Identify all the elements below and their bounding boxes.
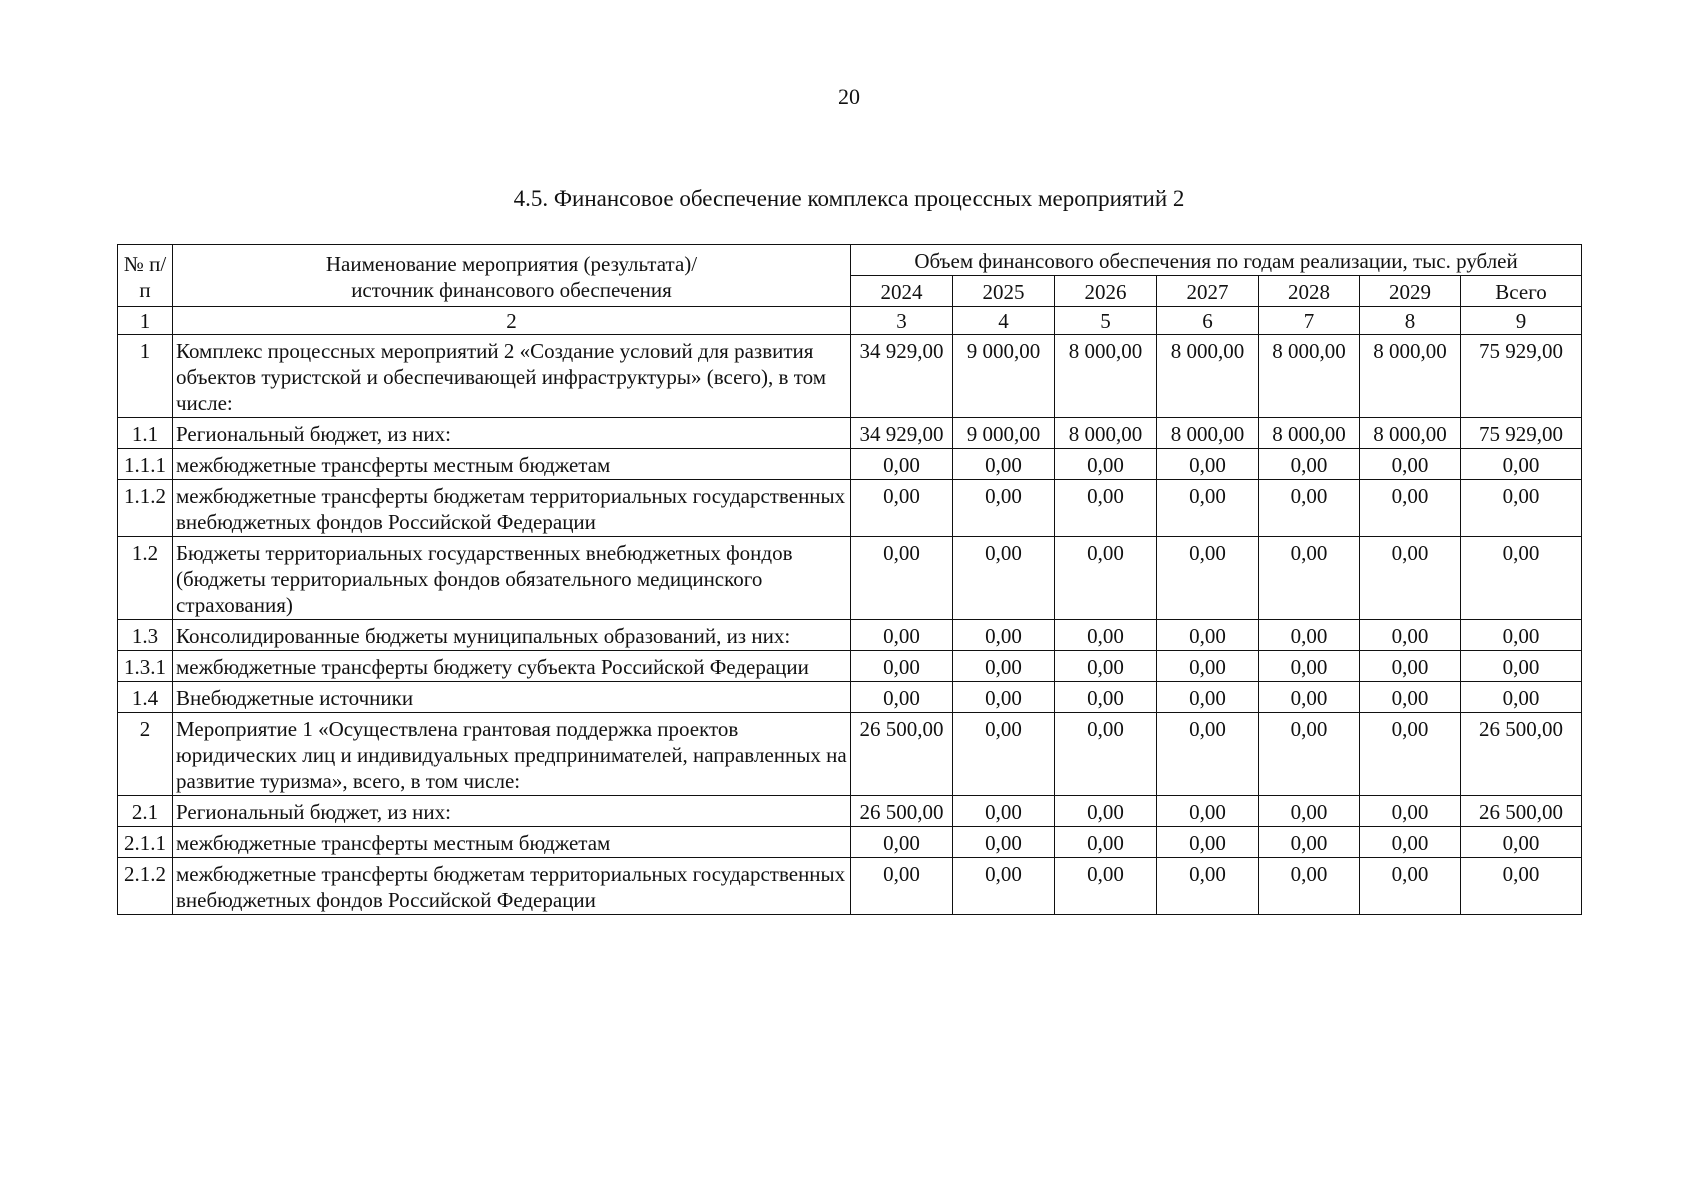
row-name: Региональный бюджет, из них: [173,796,851,827]
row-value: 0,00 [851,620,953,651]
row-value: 0,00 [1055,858,1157,915]
row-value: 0,00 [1461,449,1582,480]
column-number: 7 [1259,307,1360,335]
row-number: 1.2 [118,537,173,620]
row-value: 0,00 [1055,537,1157,620]
row-value: 0,00 [851,480,953,537]
row-number: 1.1.1 [118,449,173,480]
row-name: межбюджетные трансферты бюджетам территориальных государственных внебюджетных фондов Российской Федерации [173,858,851,915]
row-value: 0,00 [1055,713,1157,796]
header-year: Всего [1461,276,1582,307]
row-value: 0,00 [1055,827,1157,858]
row-value: 0,00 [1259,537,1360,620]
row-number: 2.1.1 [118,827,173,858]
row-value: 0,00 [1461,537,1582,620]
table-row [118,827,1582,858]
column-number: 4 [953,307,1055,335]
row-value: 0,00 [1157,858,1259,915]
row-number: 1.4 [118,682,173,713]
header-year: 2026 [1055,276,1157,307]
row-value: 0,00 [1157,449,1259,480]
row-value: 0,00 [1055,682,1157,713]
row-value: 0,00 [953,827,1055,858]
table-row [118,449,1582,480]
row-value: 8 000,00 [1157,418,1259,449]
row-value: 0,00 [953,858,1055,915]
column-number: 8 [1360,307,1461,335]
row-value: 0,00 [1461,858,1582,915]
row-value: 0,00 [1461,651,1582,682]
row-value: 0,00 [1157,537,1259,620]
row-value: 8 000,00 [1055,335,1157,418]
row-value: 0,00 [953,620,1055,651]
row-value: 8 000,00 [1259,418,1360,449]
row-value: 0,00 [1055,620,1157,651]
row-number: 2.1 [118,796,173,827]
row-name: межбюджетные трансферты местным бюджетам [173,827,851,858]
row-value: 0,00 [1157,796,1259,827]
table-row [118,651,1582,682]
header-year: 2024 [851,276,953,307]
column-number: 2 [173,307,851,335]
row-name: Региональный бюджет, из них: [173,418,851,449]
column-number: 5 [1055,307,1157,335]
row-value: 0,00 [851,449,953,480]
row-value: 0,00 [1259,651,1360,682]
table-row [118,858,1582,915]
row-value: 0,00 [1055,449,1157,480]
row-value: 0,00 [851,537,953,620]
row-value: 0,00 [1157,651,1259,682]
row-value: 0,00 [953,682,1055,713]
row-name: Комплекс процессных мероприятий 2 «Создание условий для развития объектов туристской и обеспечивающей инфраструктуры» (всего), в том числе: [173,335,851,418]
page-number: 20 [838,84,860,109]
row-number: 2 [118,713,173,796]
row-value: 34 929,00 [851,335,953,418]
row-value: 0,00 [1360,858,1461,915]
header-name: Наименование мероприятия (результата)/ источник финансового обеспечения [173,245,851,307]
row-value: 8 000,00 [1157,335,1259,418]
section-title: 4.5. Финансовое обеспечение комплекса процессных мероприятий 2 [513,186,1185,211]
row-value: 0,00 [851,827,953,858]
row-value: 0,00 [953,713,1055,796]
header-year: 2025 [953,276,1055,307]
row-value: 0,00 [1259,796,1360,827]
row-value: 0,00 [1360,651,1461,682]
row-value: 0,00 [1360,449,1461,480]
row-number: 1.1 [118,418,173,449]
row-value: 0,00 [1360,537,1461,620]
row-value: 0,00 [953,796,1055,827]
row-value: 0,00 [953,537,1055,620]
row-value: 0,00 [851,682,953,713]
column-number: 9 [1461,307,1582,335]
table-row [118,335,1582,418]
row-value: 0,00 [953,651,1055,682]
row-value: 0,00 [1259,713,1360,796]
row-value: 26 500,00 [1461,796,1582,827]
row-value: 0,00 [1259,480,1360,537]
row-value: 0,00 [1461,682,1582,713]
column-number: 1 [118,307,173,335]
column-number: 6 [1157,307,1259,335]
table-row [118,537,1582,620]
header-year: 2027 [1157,276,1259,307]
row-value: 26 500,00 [851,796,953,827]
row-value: 0,00 [953,480,1055,537]
row-name: Консолидированные бюджеты муниципальных образований, из них: [173,620,851,651]
row-number: 1.1.2 [118,480,173,537]
row-value: 0,00 [1157,620,1259,651]
row-value: 0,00 [1055,796,1157,827]
row-value: 0,00 [953,449,1055,480]
table-row [118,418,1582,449]
row-value: 0,00 [1055,651,1157,682]
row-value: 26 500,00 [1461,713,1582,796]
row-name: Внебюджетные источники [173,682,851,713]
row-value: 0,00 [1259,827,1360,858]
row-value: 0,00 [1055,480,1157,537]
header-volume: Объем финансового обеспечения по годам реализации, тыс. рублей [851,245,1582,276]
row-value: 0,00 [1259,449,1360,480]
column-number: 3 [851,307,953,335]
row-value: 9 000,00 [953,335,1055,418]
table-row [118,480,1582,537]
row-value: 0,00 [1259,682,1360,713]
row-number: 1 [118,335,173,418]
row-value: 0,00 [1360,480,1461,537]
row-name: межбюджетные трансферты бюджету субъекта Российской Федерации [173,651,851,682]
row-value: 8 000,00 [1055,418,1157,449]
row-value: 75 929,00 [1461,418,1582,449]
row-name: межбюджетные трансферты местным бюджетам [173,449,851,480]
row-value: 0,00 [1360,682,1461,713]
table-row [118,620,1582,651]
table-header [118,245,1582,307]
header-year: 2028 [1259,276,1360,307]
row-value: 0,00 [1360,713,1461,796]
table-row [118,682,1582,713]
column-numbers-row [118,307,1582,335]
row-name: межбюджетные трансферты бюджетам территориальных государственных внебюджетных фондов Российской Федерации [173,480,851,537]
financing-table [117,244,1582,915]
row-name: Бюджеты территориальных государственных внебюджетных фондов (бюджеты территориальных фондов обязательного медицинского страхования) [173,537,851,620]
row-value: 8 000,00 [1360,418,1461,449]
row-value: 8 000,00 [1259,335,1360,418]
row-number: 2.1.2 [118,858,173,915]
row-number: 1.3.1 [118,651,173,682]
row-value: 75 929,00 [1461,335,1582,418]
table-row [118,713,1582,796]
row-value: 9 000,00 [953,418,1055,449]
row-value: 0,00 [1461,827,1582,858]
row-value: 0,00 [1157,682,1259,713]
row-value: 26 500,00 [851,713,953,796]
row-value: 0,00 [851,858,953,915]
row-value: 0,00 [1461,620,1582,651]
row-value: 0,00 [1157,827,1259,858]
table-row [118,796,1582,827]
row-value: 0,00 [1157,713,1259,796]
row-value: 0,00 [1259,620,1360,651]
row-value: 34 929,00 [851,418,953,449]
row-value: 0,00 [1360,827,1461,858]
row-value: 0,00 [1360,796,1461,827]
row-value: 0,00 [1360,620,1461,651]
row-name: Мероприятие 1 «Осуществлена грантовая поддержка проектов юридических лиц и индивидуальных предпринимателей, направленных на развитие туризма», всего, в том числе: [173,713,851,796]
header-num: № п/п [118,245,173,307]
header-year: 2029 [1360,276,1461,307]
row-number: 1.3 [118,620,173,651]
row-value: 0,00 [1461,480,1582,537]
table-body [118,307,1582,915]
row-value: 0,00 [851,651,953,682]
row-value: 0,00 [1157,480,1259,537]
row-value: 8 000,00 [1360,335,1461,418]
row-value: 0,00 [1259,858,1360,915]
